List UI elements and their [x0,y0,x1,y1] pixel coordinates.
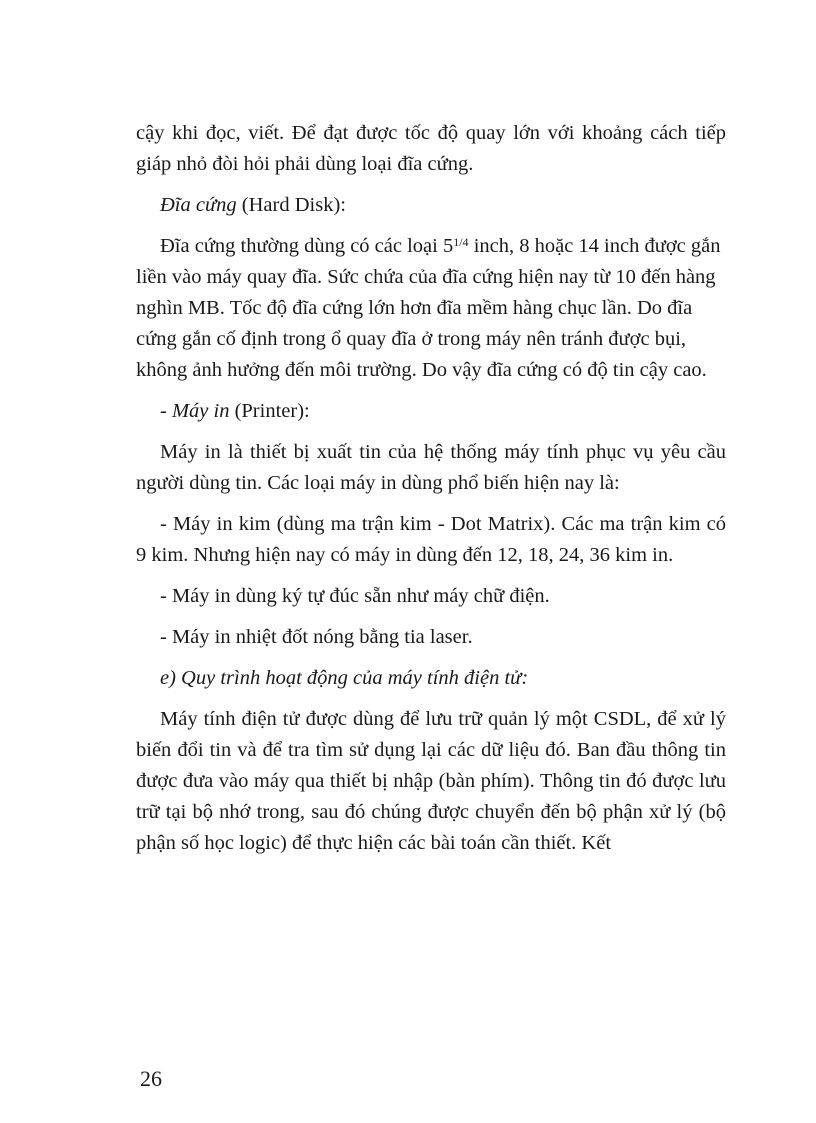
paragraph-typewriter-printer: - Máy in dùng ký tự đúc sẵn như máy chữ điện. [160,585,550,607]
heading-printer-italic: Máy in [171,400,230,422]
paragraph-laser-printer: - Máy in nhiệt đốt nóng bằng tia laser. [160,626,473,648]
heading-hard-disk [136,190,726,221]
hard-disk-text-b: inch, 8 hoặc 14 inch được gắn liền vào máy quay đĩa. Sức chứa của đĩa cứng hiện nay từ 10 đến hàng nghìn MB. Tốc độ đĩa cứng lớn hơn đĩa mềm hàng chục lần. Do đĩa cứng gắn cố định trong ổ quay đĩa ở trong máy nên tránh được bụi, không ảnh hưởng đến môi trường. Do vậy đĩa cứng có độ tin cậy cao. [136,235,721,381]
paragraph-printer: Máy in là thiết bị xuất tin của hệ thống máy tính phục vụ yêu cầu người dùng tin. Các loại máy in dùng phổ biến hiện nay là: [136,441,726,494]
heading-printer [136,396,726,427]
paragraph-continued: cậy khi đọc, viết. Để đạt được tốc độ quay lớn với khoảng cách tiếp giáp nhỏ đòi hỏi phải dùng loại đĩa cứng. [136,122,726,175]
heading-hard-disk-rest: (Hard Disk): [236,194,346,216]
paragraph-hard-disk [136,231,726,386]
body-text [136,118,726,869]
paragraph-dot-matrix: - Máy in kim (dùng ma trận kim - Dot Matrix). Các ma trận kim có 9 kim. Nhưng hiện nay có máy in dùng đến 12, 18, 24, 36 kim in. [136,513,726,566]
heading-printer-prefix: - [160,400,172,422]
page-number: 26 [140,1066,162,1091]
heading-printer-rest: (Printer): [229,400,310,422]
heading-hard-disk-italic: Đĩa cứng [160,194,237,216]
paragraph-operation: Máy tính điện tử được dùng để lưu trữ quản lý một CSDL, để xử lý biến đổi tin và để tra tìm sử dụng lại các dữ liệu đó. Ban đầu thông tin được đưa vào máy qua thiết bị nhập (bàn phím). Thông tin đó được lưu trữ tại bộ nhớ trong, sau đó chúng được chuyển đến bộ phận xử lý (bộ phận số học logic) để thực hiện các bài toán cần thiết. Kết [136,708,726,854]
section-heading-operation: e) Quy trình hoạt động của máy tính điện tử: [160,667,529,689]
hard-disk-superscript: 1/4 [453,235,469,249]
hard-disk-text-a: Đĩa cứng thường dùng có các loại 5 [160,235,454,257]
